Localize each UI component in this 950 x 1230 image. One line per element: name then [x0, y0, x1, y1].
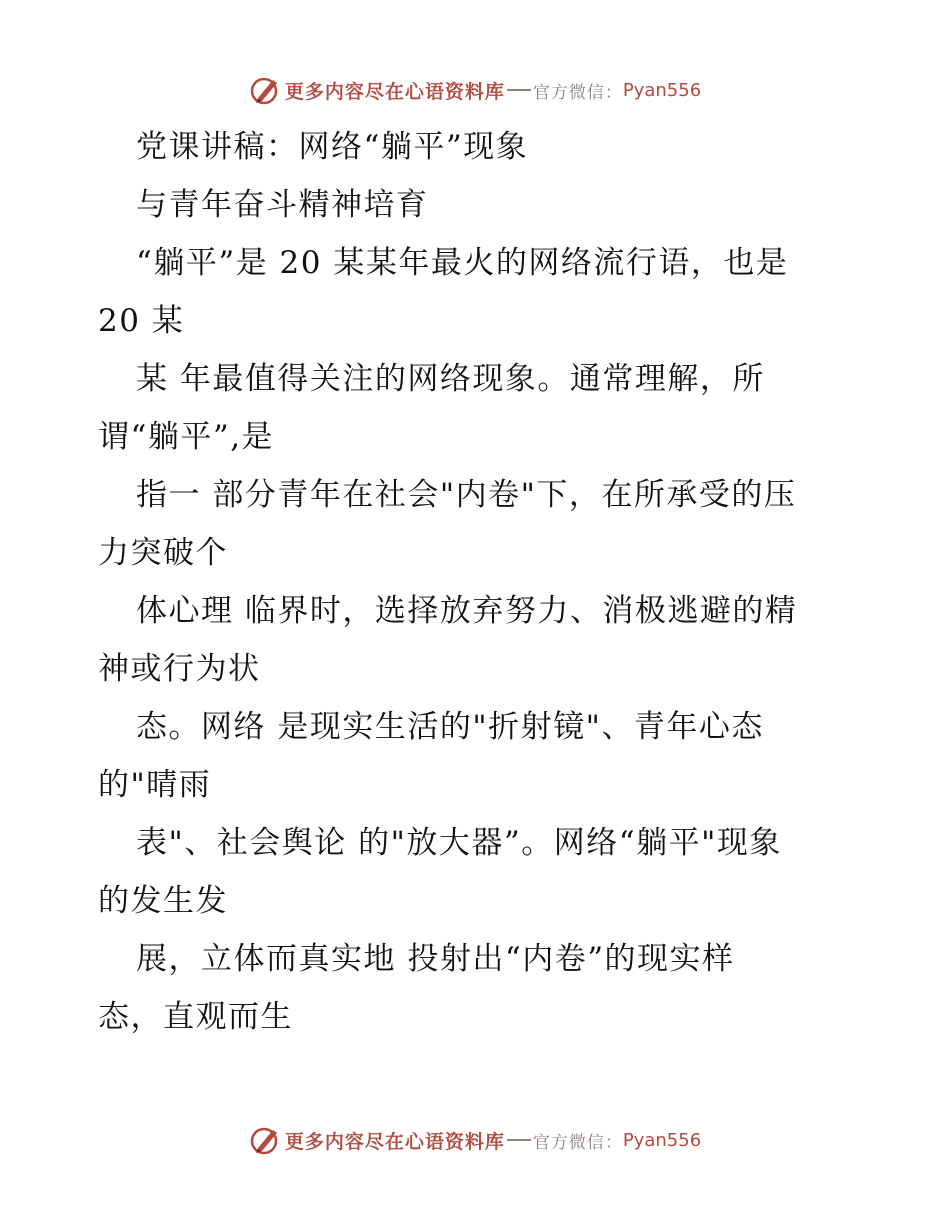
watermark-dash [507, 1139, 531, 1141]
watermark-wechat-label: 官方微信： [532, 1132, 623, 1153]
watermark-wechat-label: 官方微信： [532, 82, 623, 103]
text-line: 态。网络 是现实生活的"折射镜"、青年心态 [136, 709, 764, 745]
pen-logo-icon [249, 1124, 281, 1156]
watermark-brand: 更多内容尽在心语资料库 [284, 80, 505, 103]
text-line: 的发生发 [98, 883, 228, 919]
pen-logo-icon [249, 74, 281, 106]
text-line: 某 年最值得关注的网络现象。通常理解，所 [136, 361, 765, 397]
document-body [98, 118, 858, 1046]
text-line: 力突破个 [98, 535, 228, 571]
text-line: 神或行为状 [98, 651, 261, 687]
text-line: 谓“躺平”,是 [98, 419, 275, 455]
text-line: 的"晴雨 [98, 767, 212, 803]
text-line: 党课讲稿：网络“躺平”现象 [136, 129, 529, 165]
watermark-dash [507, 89, 531, 91]
text-line: 指一 部分青年在社会"内卷"下，在所承受的压 [136, 477, 797, 513]
watermark-wechat-id: Pyan556 [622, 1129, 702, 1151]
text-line: 体心理 临界时，选择放弃努力、消极逃避的精 [136, 593, 798, 629]
watermark-brand: 更多内容尽在心语资料库 [284, 1130, 505, 1153]
text-line: 态，直观而生 [98, 999, 293, 1035]
header-watermark [0, 70, 950, 110]
text-line: 20 某 [98, 303, 185, 339]
watermark-wechat-id: Pyan556 [622, 79, 702, 101]
text-line: 表"、社会舆论 的"放大器”。网络“躺平"现象 [136, 825, 782, 861]
text-line: 与青年奋斗精神培育 [136, 187, 429, 223]
text-line: “躺平”是 20 某某年最火的网络流行语，也是 [136, 245, 789, 281]
footer-watermark [0, 1120, 950, 1160]
text-line: 展，立体而真实地 投射出“内卷”的现实样 [136, 941, 735, 977]
